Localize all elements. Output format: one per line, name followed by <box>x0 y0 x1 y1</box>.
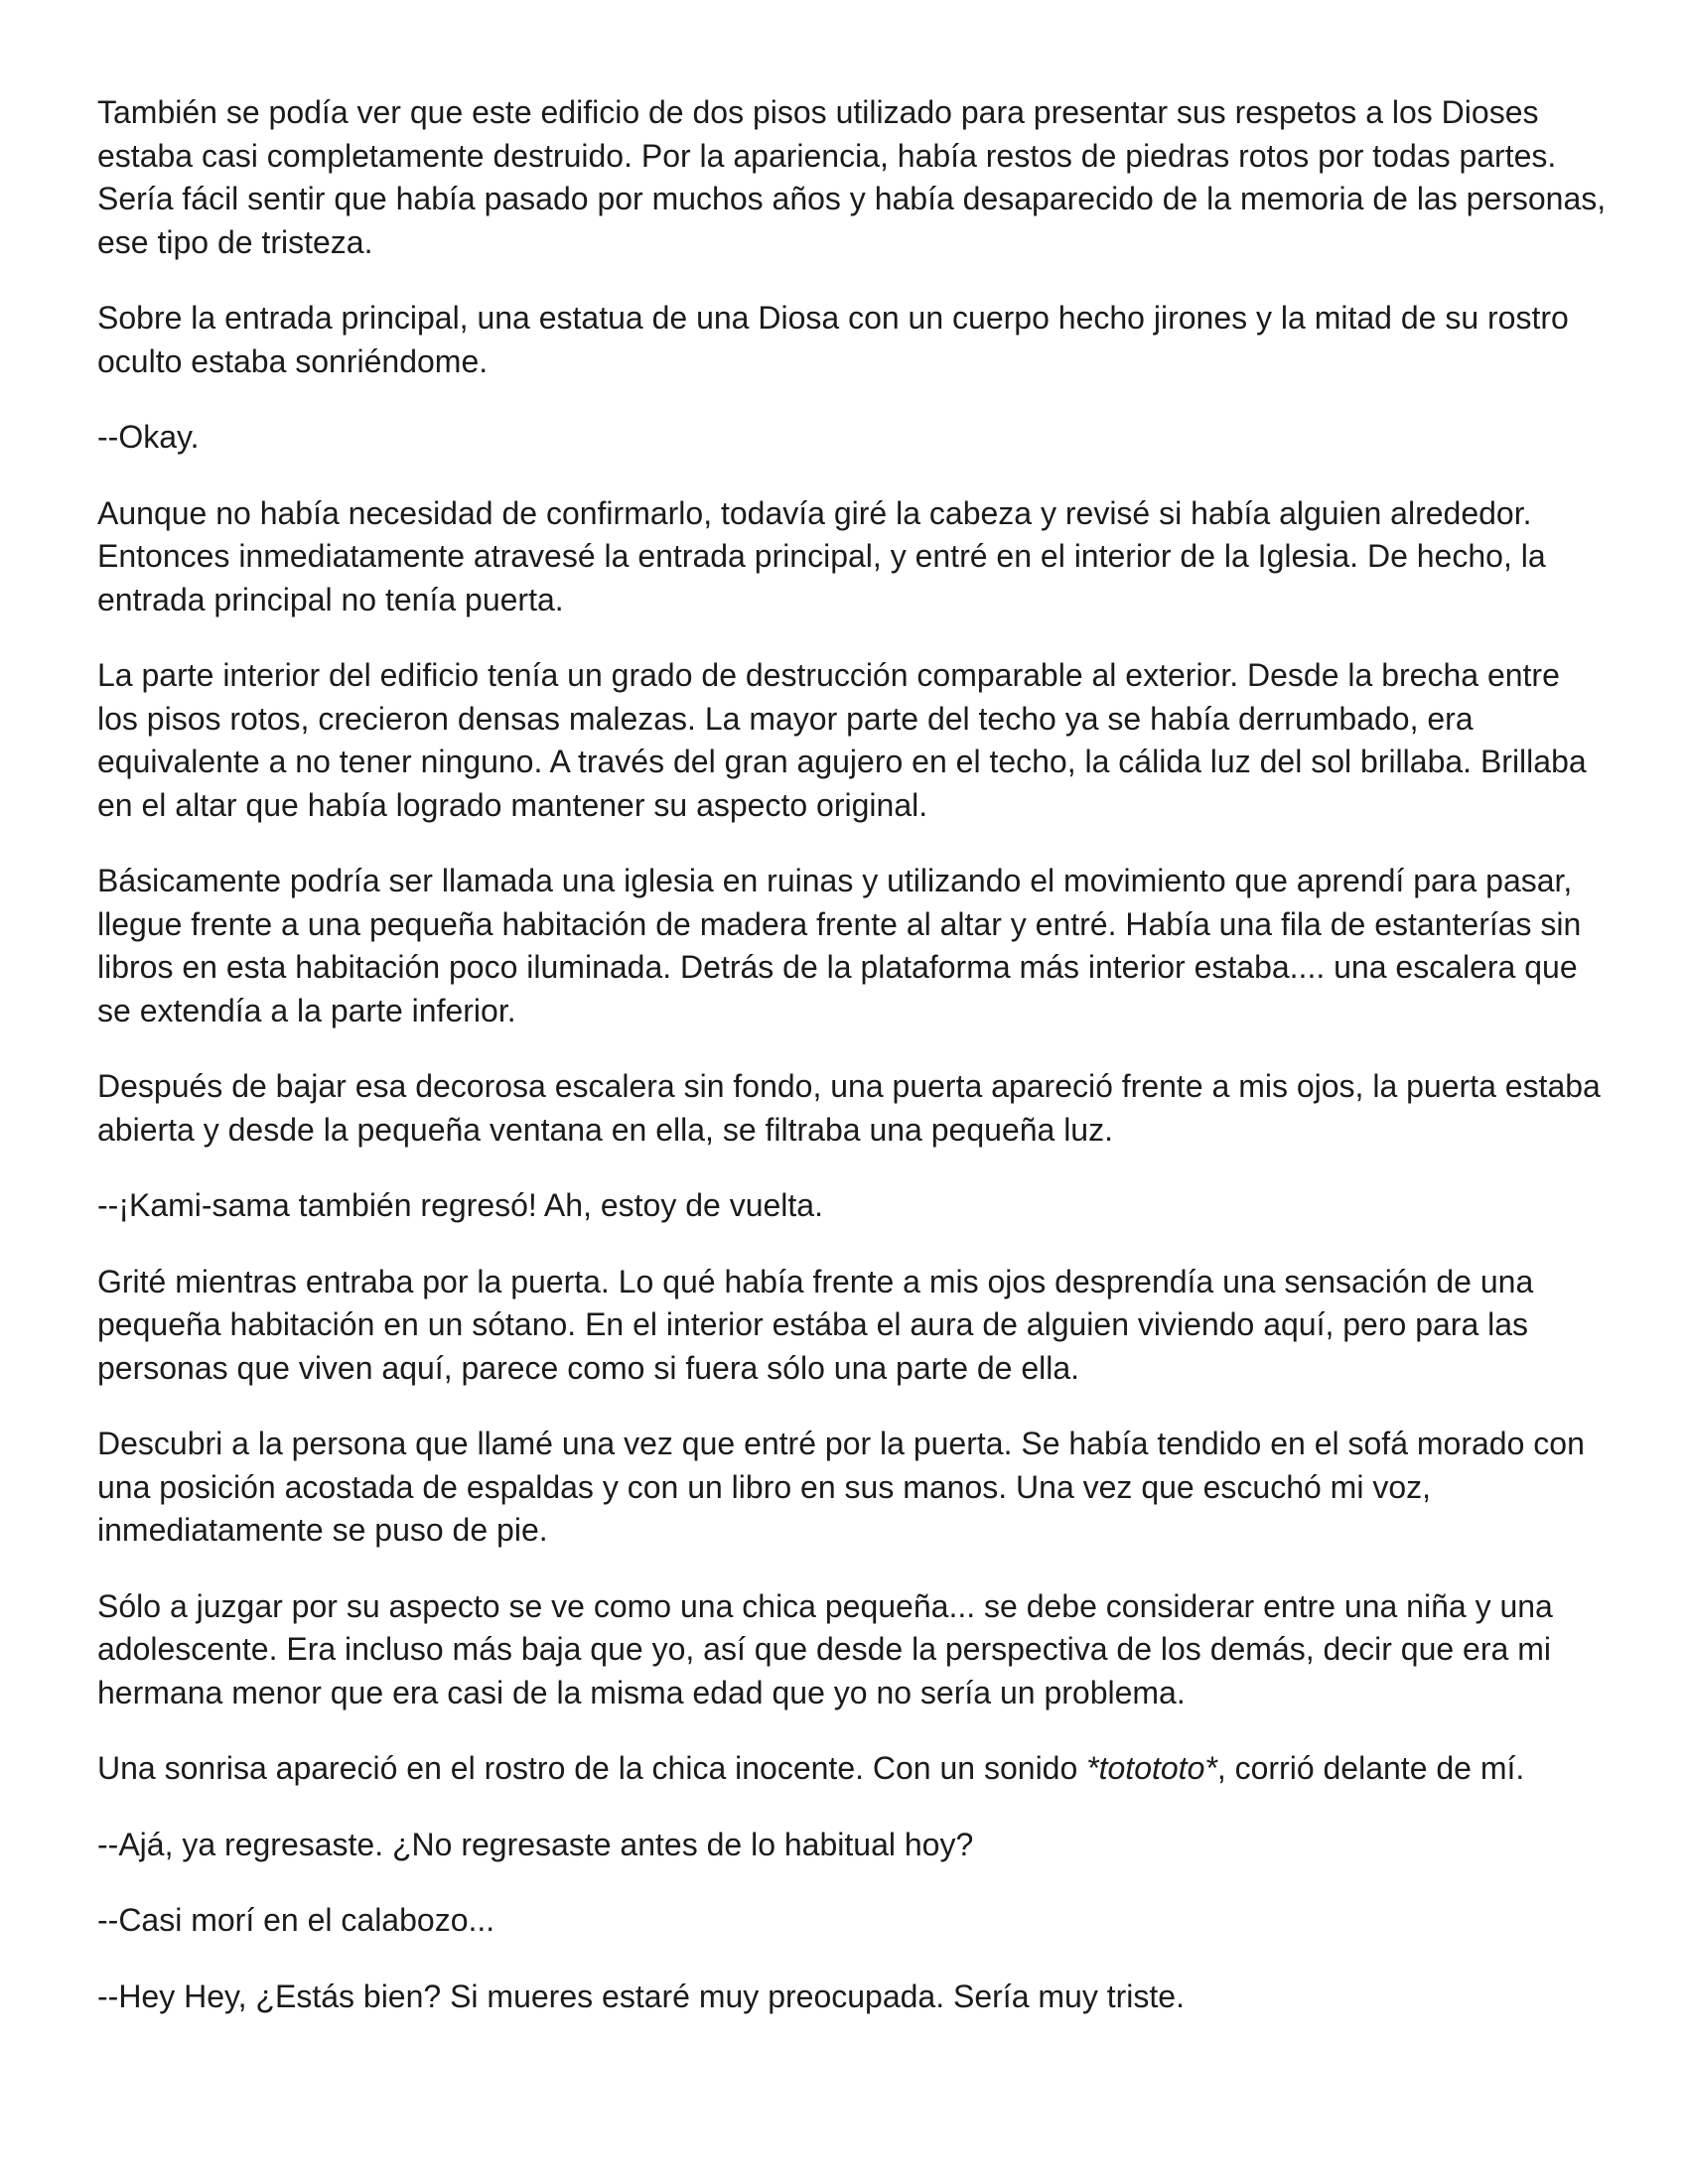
paragraph-1: También se podía ver que este edificio de dos pisos utilizado para presentar sus respetos a los Dioses estaba casi completamente destruido. Por la apariencia, había restos de piedras rotos por todas partes. Sería fácil sentir que había pasado por muchos años y había desaparecido de la memoria de las personas, ese tipo de tristeza. <box>97 94 1607 260</box>
paragraph-9: Grité mientras entraba por la puerta. Lo qué había frente a mis ojos desprendía una sensación de una pequeña habitación en un sótano. En el interior estába el aura de alguien viviendo aquí, pero para las personas que viven aquí, parece como si fuera sólo una parte de ella. <box>97 1263 1534 1386</box>
paragraph-13: --Ajá, ya regresaste. ¿No regresaste antes de lo habitual hoy? <box>97 1826 974 1862</box>
paragraph-2: Sobre la entrada principal, una estatua de una Diosa con un cuerpo hecho jirones y la mitad de su rostro oculto estaba sonriéndome. <box>97 300 1569 379</box>
paragraph-12-after: , corrió delante de mí. <box>1216 1750 1525 1786</box>
paragraph-4: Aunque no había necesidad de confirmarlo, todavía giré la cabeza y revisé si había alguien alrededor. Entonces inmediatamente atravesé la entrada principal, y entré en el interior de la Iglesia. De hecho, la entrada principal no tenía puerta. <box>97 494 1546 617</box>
paragraph-10: Descubri a la persona que llamé una vez que entré por la puerta. Se había tendido en el sofá morado con una posición acostada de espaldas y con un libro en sus manos. Una vez que escuchó mi voz, inmediatamente se puso de pie. <box>97 1426 1585 1548</box>
paragraph-15: --Hey Hey, ¿Estás bien? Si mueres estaré muy preocupada. Sería muy triste. <box>97 1978 1185 2014</box>
sound-effect-emphasis: *totototo* <box>1086 1750 1217 1786</box>
paragraph-3: --Okay. <box>97 419 200 455</box>
paragraph-8: --¡Kami-sama también regresó! Ah, estoy de vuelta. <box>97 1187 823 1223</box>
paragraph-12 <box>97 1747 1607 1791</box>
paragraph-6: Básicamente podría ser llamada una iglesia en ruinas y utilizando el movimiento que aprendí para pasar, llegue frente a una pequeña habitación de madera frente al altar y entré. Había una fila de estanterías sin libros en esta habitación poco iluminada. Detrás de la plataforma más interior estaba.... una escalera que se extendía a la parte inferior. <box>97 863 1582 1028</box>
paragraph-12-before: Una sonrisa apareció en el rostro de la chica inocente. Con un sonido <box>97 1750 1087 1786</box>
paragraph-7: Después de bajar esa decorosa escalera sin fondo, una puerta apareció frente a mis ojos, la puerta estaba abierta y desde la pequeña ventana en ella, se filtraba una pequeña luz. <box>97 1068 1601 1148</box>
document-page <box>97 91 1607 2051</box>
paragraph-11: Sólo a juzgar por su aspecto se ve como una chica pequeña... se debe considerar entre una niña y una adolescente. Era incluso más baja que yo, así que desde la perspectiva de los demás, decir que era mi hermana menor que era casi de la misma edad que yo no sería un problema. <box>97 1587 1553 1710</box>
paragraph-5: La parte interior del edificio tenía un grado de destrucción comparable al exterior. Desde la brecha entre los pisos rotos, crecieron densas malezas. La mayor parte del techo ya se había derrumbado, era equivalente a no tener ninguno. A través del gran agujero en el techo, la cálida luz del sol brillaba. Brillaba en el altar que había logrado mantener su aspecto original. <box>97 657 1587 823</box>
paragraph-14: --Casi morí en el calabozo... <box>97 1902 495 1938</box>
